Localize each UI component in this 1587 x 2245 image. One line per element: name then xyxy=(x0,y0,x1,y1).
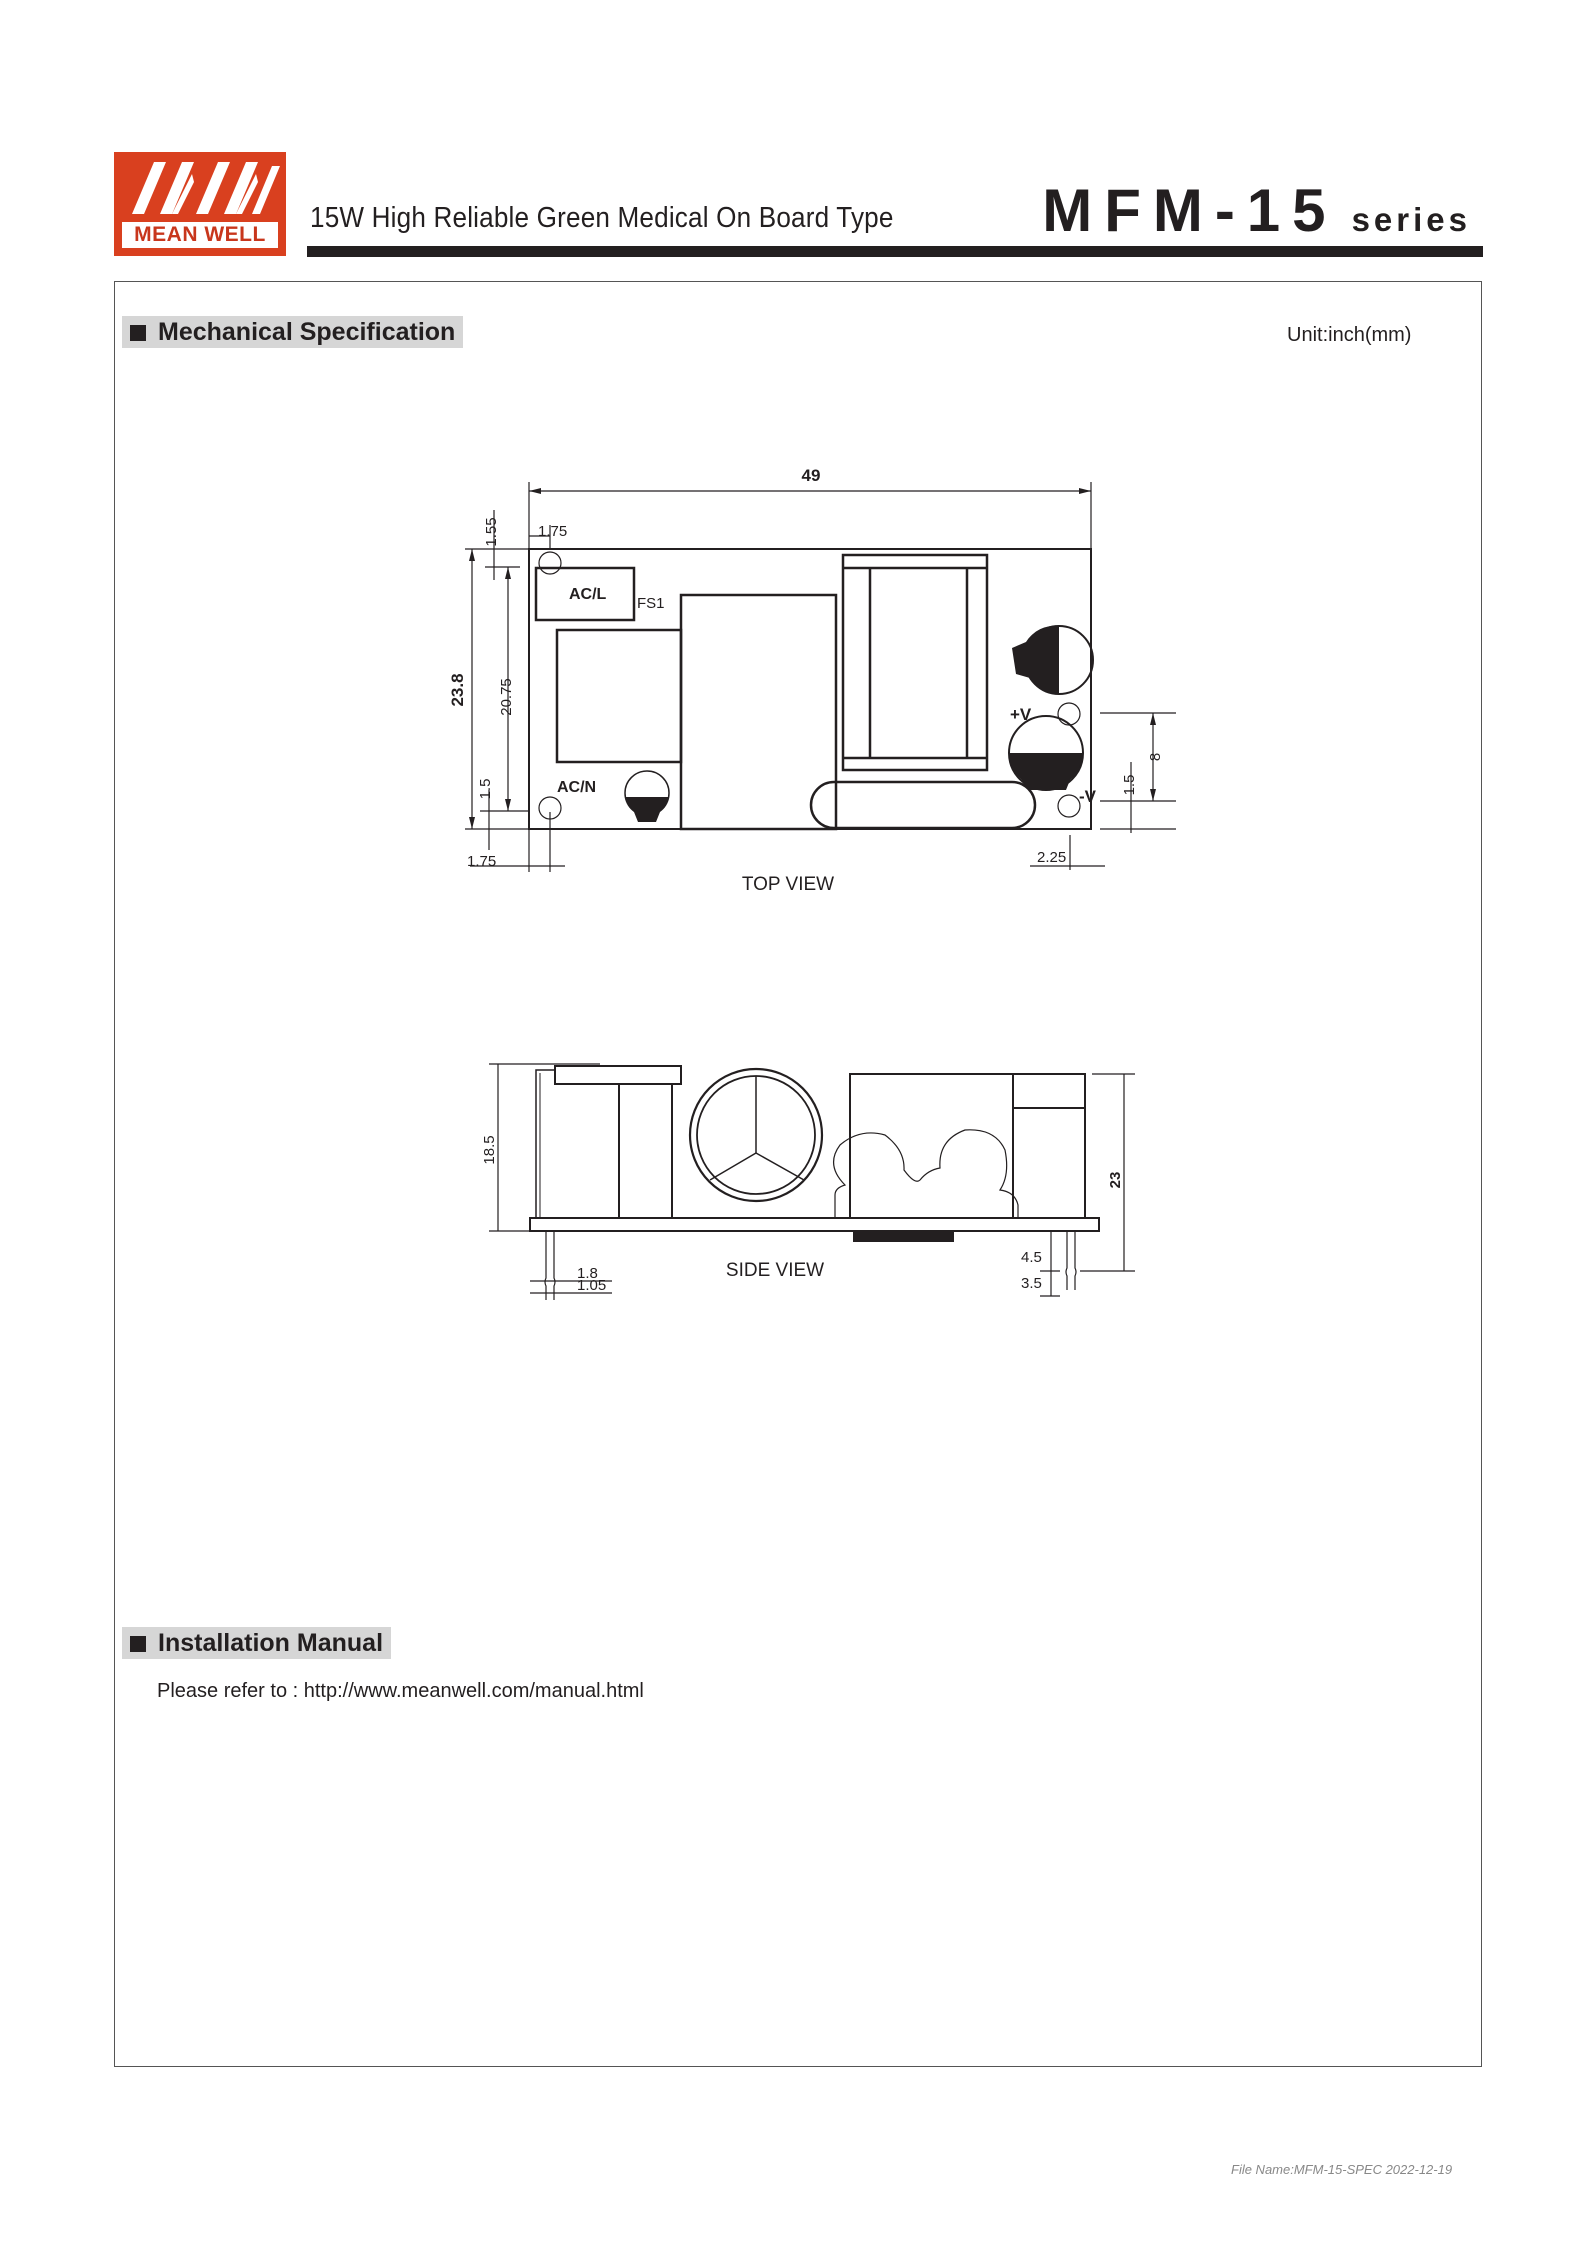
svg-text:1.5: 1.5 xyxy=(1121,774,1138,796)
svg-text:23: 23 xyxy=(1107,1171,1124,1189)
svg-text:1.75: 1.75 xyxy=(467,853,497,870)
capacitor-output-upper-icon xyxy=(1012,626,1093,694)
svg-text:1.05: 1.05 xyxy=(577,1277,607,1294)
svg-text:1.8: 1.8 xyxy=(577,1265,598,1282)
model-name: MFM-15 xyxy=(1042,177,1338,244)
capacitor-ac-icon xyxy=(625,771,669,822)
svg-text:2.25: 2.25 xyxy=(1037,849,1067,866)
svg-text:TOP VIEW: TOP VIEW xyxy=(741,874,835,895)
capacitor-output-lower-icon xyxy=(1009,716,1083,790)
svg-text:8: 8 xyxy=(1147,752,1164,762)
svg-text:1.75: 1.75 xyxy=(538,523,568,540)
brand-name: MEAN WELL xyxy=(122,222,278,248)
series-suffix: series xyxy=(1351,201,1471,238)
svg-text:20.75: 20.75 xyxy=(498,678,515,716)
svg-text:18.5: 18.5 xyxy=(481,1135,498,1165)
section-title: Installation Manual xyxy=(158,1629,384,1657)
section-installation-manual xyxy=(122,1627,391,1659)
unit-label: Unit:inch(mm) xyxy=(1287,324,1412,346)
section-title: Mechanical Specification xyxy=(158,318,456,346)
file-info-footer: File Name:MFM-15-SPEC 2022-12-19 xyxy=(1231,2162,1453,2177)
product-subtitle: 15W High Reliable Green Medical On Board Type xyxy=(310,202,894,234)
svg-text:1.55: 1.55 xyxy=(483,517,500,547)
svg-text:+V: +V xyxy=(1010,705,1032,724)
manual-link-text[interactable]: Please refer to : http://www.meanwell.com/manual.html xyxy=(157,1680,644,1702)
svg-text:FS1: FS1 xyxy=(637,595,665,612)
svg-text:1.5: 1.5 xyxy=(477,778,494,800)
svg-text:49: 49 xyxy=(801,466,821,485)
svg-text:23.8: 23.8 xyxy=(448,673,467,707)
svg-text:AC/L: AC/L xyxy=(569,586,607,603)
svg-text:-V: -V xyxy=(1079,787,1096,806)
bullet-square-icon xyxy=(130,1636,146,1652)
svg-text:SIDE VIEW: SIDE VIEW xyxy=(725,1260,825,1281)
pcb-outline xyxy=(529,549,1091,829)
svg-text:4.5: 4.5 xyxy=(1021,1249,1042,1266)
svg-text:AC/N: AC/N xyxy=(557,779,597,796)
svg-text:3.5: 3.5 xyxy=(1021,1275,1042,1292)
